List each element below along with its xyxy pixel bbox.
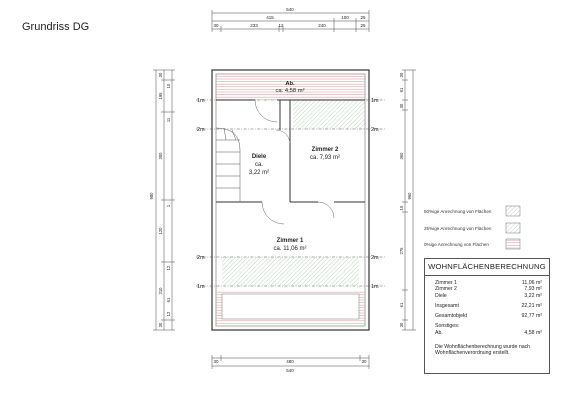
room-area-ab: ca. 4,58 m² [275,88,305,94]
dim-left-300: 300 [158,152,163,160]
roof-window-strip [222,294,359,319]
dim-top-240: 240 [318,23,326,28]
legend-label-50: 50%ige Anrechnung von Flächen [424,209,492,214]
fifty-percent-area-top [293,100,365,129]
dim-left-30a: 30 [158,72,163,78]
room-area-diele: 3,22 m² [248,170,270,176]
calc-value: 92,77 m² [521,313,542,320]
legend-swatch-25 [506,223,520,233]
dim-bottom-30a: 30 [213,359,219,364]
calc-label: Ab. [435,329,443,336]
room-area-zimmer-1: ca. 11,06 m² [273,246,307,252]
height-mark-1m-bottom-left: 1m [197,284,205,290]
room-label-zimmer-2: Zimmer 2 [311,147,339,153]
calc-value: 3,22 m² [524,292,542,299]
dim-left-10: 10 [166,83,171,89]
room-sub-diele: ca. [254,162,264,168]
dim-left-1: 1 [166,204,171,208]
page-title: Grundriss DG [22,21,90,33]
dim-top-25: 25 [360,15,366,20]
dim-top-415: 415 [266,15,274,20]
calc-label: Gesamtobjekt [435,313,468,320]
height-mark-1m-bottom-right: 1m [371,284,379,290]
dim-bottom-480: 480 [286,359,294,364]
staircase [216,128,240,202]
height-mark-1m-top-right: 1m [371,98,379,104]
calc-label: Zimmer 1 [435,280,457,286]
dim-left-61: 61 [166,297,171,303]
dim-left-12: 12 [166,265,171,271]
zero-percent-area-top [216,74,365,100]
dim-bottom-30b: 30 [361,359,367,364]
fifty-percent-area-bottom [222,257,359,286]
dim-right-30a: 30 [399,72,404,78]
dim-left-11: 11 [166,117,171,123]
legend-swatch-0 [506,239,520,249]
dim-left-outer: 980 [149,192,154,200]
dim-right-61: 61 [399,302,404,308]
top-dimensions [212,10,369,32]
calc-value: 7,93 m² [524,286,542,293]
dim-left-12b: 12 [166,311,171,317]
left-dimensions [153,70,175,330]
height-mark-2m-top-left: 2m [197,127,205,133]
dim-left-120: 120 [158,227,163,235]
dim-right-15: 15 [399,205,404,211]
height-mark-2m-bottom-left: 2m [197,255,205,261]
legend-swatch-50 [506,206,520,216]
height-mark-1m-top-left: 1m [197,98,205,104]
calc-value: 4,58 m² [524,329,542,336]
calculation-heading: WOHNFLÄCHENBERECHNUNG [425,259,549,276]
area-calculation-box [424,258,550,374]
dim-left-210: 210 [158,287,163,295]
legend-label-0: 0%ige Anrechnung von Flächen [424,242,489,247]
dim-top-12: 12 [278,23,284,28]
dim-top-25b: 25 [360,23,366,28]
room-label-ab: Ab. [285,81,295,87]
calc-value: 11,06 m² [521,280,542,286]
height-mark-2m-top-right: 2m [371,127,379,133]
dim-top-233: 233 [250,23,258,28]
dim-left-195: 195 [158,92,163,100]
calc-label: Sonstiges: [435,323,460,330]
dim-left-30b: 30 [158,322,163,328]
legend-label-25: 25%ige Anrechnung von Flächen [424,226,492,231]
height-mark-2m-bottom-right: 2m [371,255,379,261]
calc-label: Diele [435,292,447,299]
dim-right-275: 275 [399,247,404,255]
calc-value: 22,21 m² [521,302,542,309]
calc-label: Insgesamt [435,302,459,309]
dim-bottom-outer: 540 [286,368,294,373]
room-label-zimmer-1: Zimmer 1 [276,238,304,244]
dim-right-outer: 960 [407,192,412,200]
calculation-note: Die Wohnflächenberechnung wurde nach Wohnflächenverordnung erstellt. [435,344,531,357]
dim-right-30b: 30 [399,103,404,109]
calc-label: Zimmer 2 [435,286,457,293]
dim-top-30: 30 [213,23,219,28]
room-label-diele: Diele [251,154,267,160]
dim-right-91: 91 [399,87,404,93]
room-area-zimmer-2: ca. 7,93 m² [309,155,341,161]
calc-row-ab [435,330,542,336]
dim-top-100: 100 [341,15,349,20]
dim-top-outer: 540 [286,7,294,12]
dim-right-30c: 30 [399,322,404,328]
dim-right-360: 360 [399,152,404,160]
